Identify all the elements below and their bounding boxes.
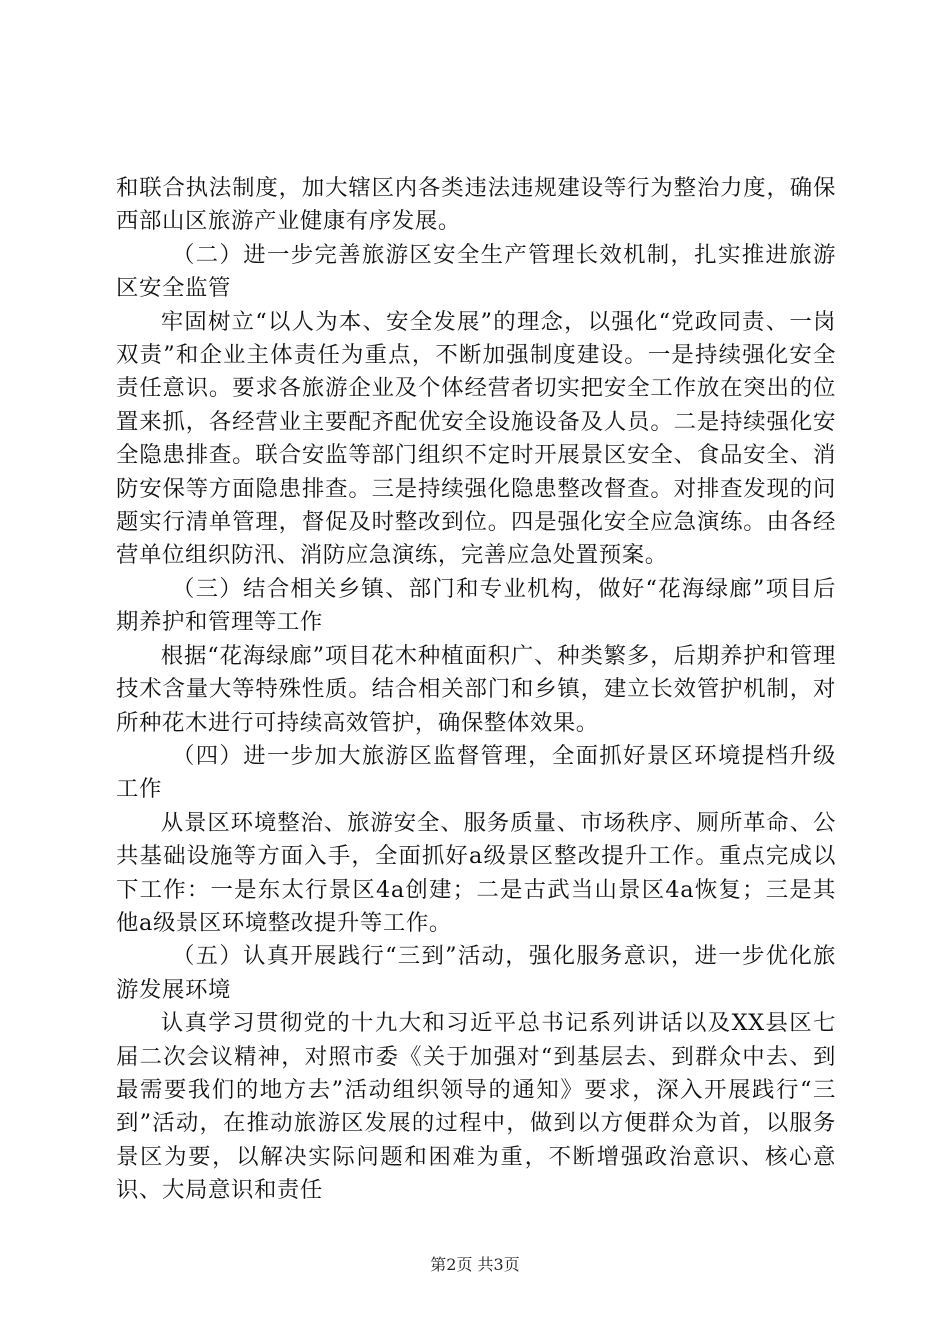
paragraph-three-to: 认真学习贯彻党的十九大和习近平总书记系列讲话以及XX县区七届二次会议精神，对照市委《关于加强对“到基层去、到群众中去、到最需要我们的地方去”活动组织领导的通知》要求，深入开展践行“三到”活动，在推动旅游区发展的过程中，做到以方便群众为首，以服务景区为要，以解决实际问题和困难为重，不断增强政治意识、核心意识、大局意识和责任: [116, 1010, 836, 1204]
section-heading-3: （三）结合相关乡镇、部门和专业机构，做好“花海绿廊”项目后期养护和管理等工作: [116, 575, 836, 636]
paragraph-continuation: 和联合执法制度，加大辖区内各类违法违规建设等行为整治力度，确保西部山区旅游产业健康有序发展。: [116, 175, 836, 235]
paragraph-flower-corridor: 根据“花海绿廊”项目花木种植面积广、种类繁多，后期养护和管理技术含量大等特殊性质。结合相关部门和乡镇，建立长效管护机制，对所种花木进行可持续高效管护，确保整体效果。: [116, 642, 836, 736]
body-text: [116, 172, 836, 1208]
page-footer: 第2页 共3页: [430, 1255, 520, 1274]
section-heading-5: （五）认真开展践行“三到”活动，强化服务意识，进一步优化旅游发展环境: [116, 943, 836, 1003]
paragraph-scenic-upgrade: 从景区环境整治、旅游安全、服务质量、市场秩序、厕所革命、公共基础设施等方面入手，全面抓好a级景区整改提升工作。重点完成以下工作：一是东太行景区4a创建；二是古武当山景区4a恢复；三是其他a级景区环境整改提升等工作。: [116, 809, 836, 936]
section-heading-4: （四）进一步加大旅游区监督管理，全面抓好景区环境提档升级工作: [116, 742, 836, 803]
section-heading-2: （二）进一步完善旅游区安全生产管理长效机制，扎实推进旅游区安全监管: [116, 241, 836, 302]
paragraph-safety: 牢固树立“以人为本、安全发展”的理念，以强化“党政同责、一岗双责”和企业主体责任为重点，不断加强制度建设。一是持续强化安全责任意识。要求各旅游企业及个体经营者切实把安全工作放在突出的位置来抓，各经营业主要配齐配优安全设施设备及人员。二是持续强化安全隐患排查。联合安监等部门组织不定时开展景区安全、食品安全、消防安保等方面隐患排查。三是持续强化隐患整改督查。对排查发现的问题实行清单管理，督促及时整改到位。四是强化安全应急演练。由各经营单位组织防汛、消防应急演练，完善应急处置预案。: [116, 308, 836, 569]
